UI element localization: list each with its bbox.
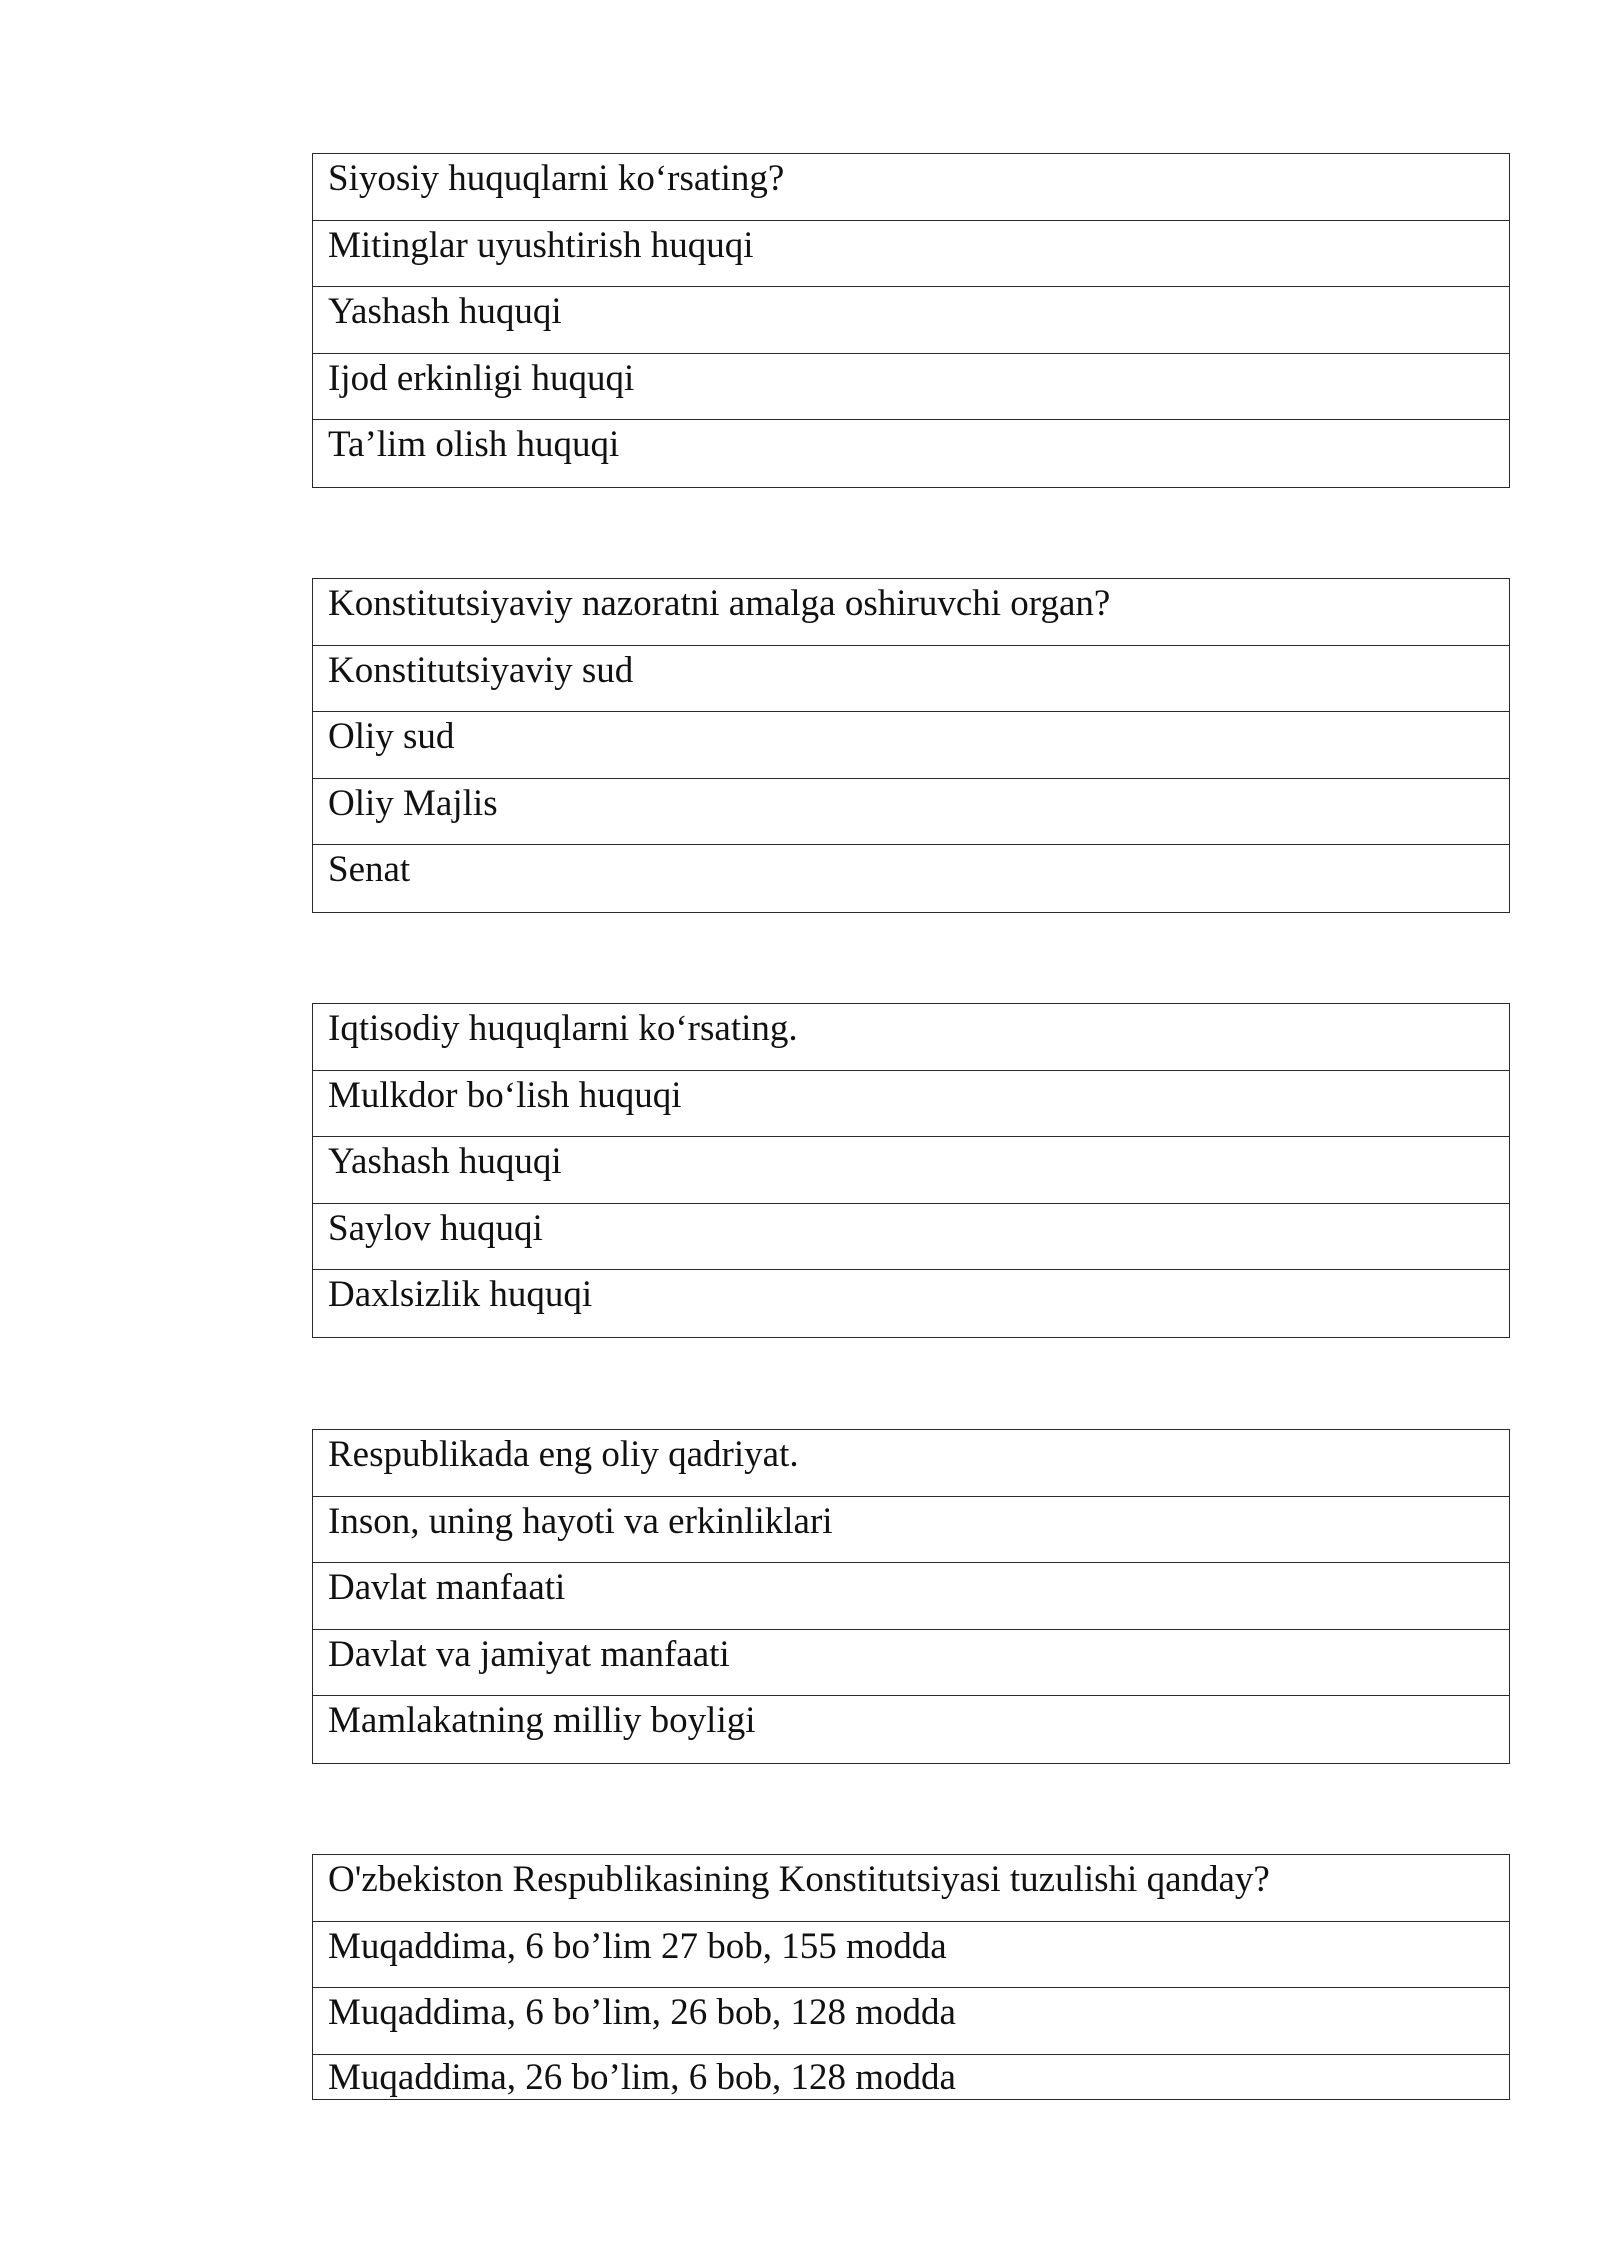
question-text: Respublikada eng oliy qadriyat.: [313, 1430, 1509, 1497]
question-table: [312, 1854, 1510, 2100]
answer-option: Yashash huquqi: [313, 287, 1509, 354]
question-table: [312, 1003, 1510, 1338]
answer-option: Ta’lim olish huquqi: [328, 424, 620, 465]
answer-option: Ijod erkinligi huquqi: [313, 354, 1509, 421]
question-table: [312, 1429, 1510, 1764]
answer-option: Saylov huquqi: [313, 1204, 1509, 1271]
question-text: Konstitutsiyaviy nazoratni amalga oshiruvchi organ?: [313, 579, 1509, 646]
answer-option: Yashash huquqi: [313, 1137, 1509, 1204]
answer-option: Muqaddima, 6 bo’lim 27 bob, 155 modda: [313, 1922, 1509, 1989]
answer-option: Mamlakatning milliy boyligi: [328, 1700, 756, 1741]
answer-option: Muqaddima, 6 bo’lim, 26 bob, 128 modda: [313, 1988, 1509, 2055]
answer-option: Oliy Majlis: [313, 779, 1509, 846]
question-table: [312, 578, 1510, 913]
answer-option: Senat: [328, 849, 411, 890]
question-table: [312, 153, 1510, 488]
answer-option: Mulkdor bo‘lish huquqi: [313, 1071, 1509, 1138]
answer-option: Davlat va jamiyat manfaati: [313, 1630, 1509, 1697]
answer-option: Mitinglar uyushtirish huquqi: [313, 221, 1509, 288]
answer-option: Davlat manfaati: [313, 1563, 1509, 1630]
answer-option: Konstitutsiyaviy sud: [313, 646, 1509, 713]
answer-option: Oliy sud: [313, 712, 1509, 779]
question-text: Siyosiy huquqlarni ko‘rsating?: [313, 154, 1509, 221]
question-text: Iqtisodiy huquqlarni ko‘rsating.: [313, 1004, 1509, 1071]
question-text: O'zbekiston Respublikasining Konstitutsiyasi tuzulishi qanday?: [313, 1855, 1509, 1922]
answer-option: Daxlsizlik huquqi: [328, 1274, 593, 1315]
answer-option: Muqaddima, 26 bo’lim, 6 bob, 128 modda: [328, 2056, 956, 2098]
answer-option: Inson, uning hayoti va erkinliklari: [313, 1497, 1509, 1564]
